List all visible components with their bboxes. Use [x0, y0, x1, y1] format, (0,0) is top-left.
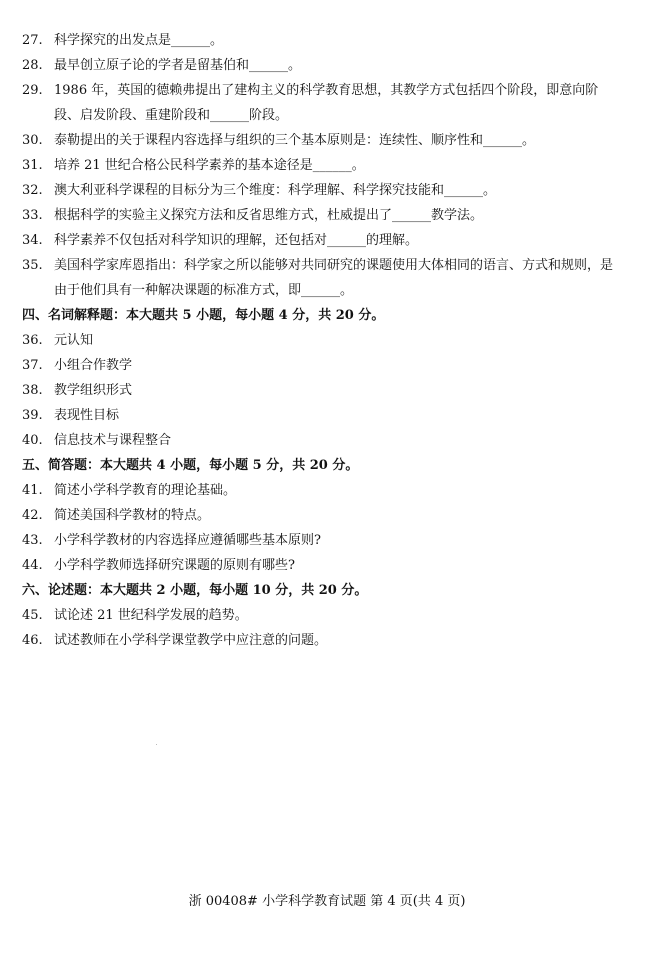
question-number: 40. — [22, 433, 43, 448]
question-item — [22, 203, 622, 228]
question-number: 33. — [22, 208, 43, 223]
question-number: 38. — [22, 383, 43, 398]
question-item — [22, 503, 622, 528]
question-number: 46. — [22, 633, 43, 648]
question-text: 最早创立原子论的学者是留基伯和______。 — [54, 58, 302, 73]
question-number: 41. — [22, 483, 43, 498]
question-number: 36. — [22, 333, 43, 348]
question-number: 27. — [22, 33, 43, 48]
question-text: 试论述 21 世纪科学发展的趋势。 — [54, 608, 248, 623]
question-number: 34. — [22, 233, 43, 248]
question-text: 培养 21 世纪合格公民科学素养的基本途径是______。 — [54, 158, 365, 173]
question-number: 32. — [22, 183, 43, 198]
question-text: 小学科学教材的内容选择应遵循哪些基本原则? — [54, 533, 321, 548]
question-number: 44. — [22, 558, 43, 573]
question-item — [22, 378, 622, 403]
question-text: 澳大利亚科学课程的目标分为三个维度：科学理解、科学探究技能和______。 — [54, 183, 497, 198]
question-text: 表现性目标 — [54, 408, 120, 423]
question-item — [22, 553, 622, 578]
question-item — [22, 353, 622, 378]
question-number: 43. — [22, 533, 43, 548]
question-item — [22, 328, 622, 353]
question-text: 科学探究的出发点是______。 — [54, 33, 224, 48]
definition-list — [22, 328, 622, 453]
question-number: 37. — [22, 358, 43, 373]
question-item — [22, 403, 622, 428]
exam-content — [22, 28, 622, 653]
question-item — [22, 603, 622, 628]
fill-in-list — [22, 28, 622, 303]
question-item — [22, 528, 622, 553]
scan-speck — [156, 744, 157, 745]
question-item — [22, 178, 622, 203]
question-text: 美国科学家库恩指出：科学家之所以能够对共同研究的课题使用大体相同的语言、方式和规则，是由于他们具有一种解决课题的标准方式，即______。 — [54, 258, 614, 298]
question-number: 28. — [22, 58, 43, 73]
question-number: 35. — [22, 258, 43, 273]
essay-list — [22, 603, 622, 653]
question-text: 简述小学科学教育的理论基础。 — [54, 483, 237, 498]
question-item — [22, 228, 622, 253]
question-item — [22, 253, 622, 303]
question-item — [22, 478, 622, 503]
question-number: 45. — [22, 608, 43, 623]
question-text: 试述教师在小学科学课堂教学中应注意的问题。 — [54, 633, 328, 648]
question-text: 根据科学的实验主义探究方法和反省思维方式，杜威提出了______教学法。 — [54, 208, 484, 223]
question-text: 元认知 — [54, 333, 94, 348]
question-item — [22, 428, 622, 453]
question-number: 39. — [22, 408, 43, 423]
question-item — [22, 628, 622, 653]
question-number: 29. — [22, 83, 43, 98]
question-text: 信息技术与课程整合 — [54, 433, 172, 448]
section-title-definitions: 四、名词解释题：本大题共 5 小题，每小题 4 分，共 20 分。 — [22, 308, 385, 323]
question-text: 小学科学教师选择研究课题的原则有哪些? — [54, 558, 295, 573]
question-text: 科学素养不仅包括对科学知识的理解，还包括对______的理解。 — [54, 233, 419, 248]
question-item — [22, 128, 622, 153]
section-title-essay: 六、论述题：本大题共 2 小题，每小题 10 分，共 20 分。 — [22, 583, 368, 598]
question-number: 42. — [22, 508, 43, 523]
question-text: 泰勒提出的关于课程内容选择与组织的三个基本原则是：连续性、顺序性和______。 — [54, 133, 536, 148]
question-number: 30. — [22, 133, 43, 148]
question-text: 1986 年，英国的德赖弗提出了建构主义的科学教育思想，其教学方式包括四个阶段，即意向阶段、启发阶段、重建阶段和______阶段。 — [54, 83, 599, 123]
section-title-short-answer: 五、简答题：本大题共 4 小题，每小题 5 分，共 20 分。 — [22, 458, 359, 473]
question-text: 简述美国科学教材的特点。 — [54, 508, 211, 523]
short-answer-list — [22, 478, 622, 578]
question-item — [22, 78, 622, 128]
question-item — [22, 53, 622, 78]
question-text: 教学组织形式 — [54, 383, 133, 398]
question-item — [22, 153, 622, 178]
question-text: 小组合作教学 — [54, 358, 133, 373]
page-footer: 浙 00408# 小学科学教育试题 第 4 页(共 4 页) — [188, 894, 466, 909]
question-number: 31. — [22, 158, 43, 173]
question-item — [22, 28, 622, 53]
